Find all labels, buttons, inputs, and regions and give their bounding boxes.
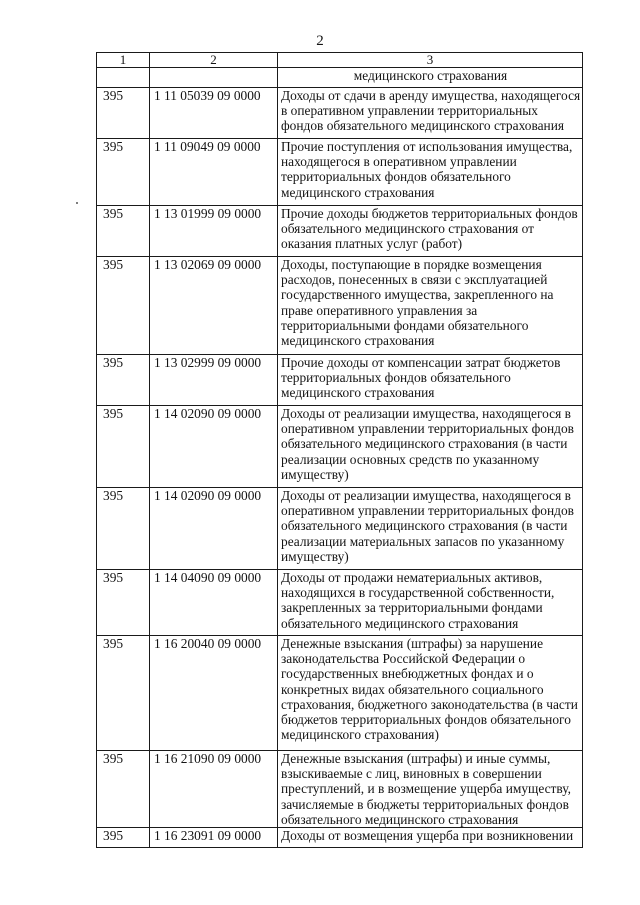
budget-code-cell: 1 11 09049 09 0000 bbox=[150, 139, 278, 206]
description-line: Прочие поступления от использования имущества, bbox=[281, 139, 573, 154]
header-col-2: 2 bbox=[150, 53, 278, 68]
income-description-cell bbox=[278, 355, 583, 406]
description-line: Денежные взыскания (штрафы) за нарушение bbox=[281, 636, 544, 651]
table-header-row bbox=[97, 53, 583, 68]
description-line: государственного имущества, закрепленного на bbox=[281, 287, 554, 303]
description-line: Доходы от возмещения ущерба при возникновении bbox=[281, 828, 574, 844]
header-col-1: 1 bbox=[97, 53, 150, 68]
income-description-cell bbox=[278, 68, 583, 88]
description-line: обязательного медицинского страхования (в части bbox=[281, 518, 568, 534]
description-line: обязательного медицинского страхования от bbox=[281, 221, 535, 237]
budget-code-cell: 1 11 05039 09 0000 bbox=[150, 88, 278, 139]
budget-code-cell bbox=[150, 68, 278, 88]
description-line: Доходы, поступающие в порядке возмещения bbox=[281, 257, 542, 272]
table-row bbox=[97, 828, 583, 848]
description-line: территориальными фондами обязательного bbox=[281, 317, 529, 333]
description-line: территориальных фондов обязательного bbox=[281, 169, 511, 185]
admin-code-cell: 395 bbox=[97, 636, 150, 751]
description-line: государственных внебюджетных фондах и о bbox=[281, 666, 534, 682]
income-codes-table bbox=[96, 52, 583, 848]
budget-code-cell: 1 14 02090 09 0000 bbox=[150, 488, 278, 570]
income-description-cell bbox=[278, 570, 583, 636]
description-line: конкретных видах обязательного социального bbox=[281, 681, 544, 697]
income-description-cell bbox=[278, 257, 583, 355]
description-line: медицинского страхования bbox=[281, 385, 435, 401]
description-line: расходов, понесенных в связи с эксплуатацией bbox=[281, 272, 548, 288]
table-row bbox=[97, 406, 583, 488]
income-description-cell bbox=[278, 88, 583, 139]
budget-code-cell: 1 13 02069 09 0000 bbox=[150, 257, 278, 355]
description-line: обязательного медицинского страхования bbox=[281, 811, 519, 827]
admin-code-cell: 395 bbox=[97, 257, 150, 355]
description-line: страхования, бюджетного законодательства (в части bbox=[281, 696, 578, 712]
table-row bbox=[97, 488, 583, 570]
table-row bbox=[97, 206, 583, 257]
description-line: имуществу) bbox=[281, 466, 349, 482]
income-description-cell bbox=[278, 406, 583, 488]
admin-code-cell: 395 bbox=[97, 570, 150, 636]
admin-code-cell: 395 bbox=[97, 139, 150, 206]
admin-code-cell: 395 bbox=[97, 828, 150, 848]
description-line: обязательного медицинского страхования bbox=[281, 615, 519, 631]
admin-code-cell bbox=[97, 68, 150, 88]
table-row bbox=[97, 751, 583, 828]
admin-code-cell: 395 bbox=[97, 206, 150, 257]
description-line: зачисляемые в бюджеты территориальных фондов bbox=[281, 796, 569, 812]
description-line: Доходы от сдачи в аренду имущества, находящегося bbox=[281, 88, 581, 103]
description-line: взыскиваемые с лиц, виновных в совершении bbox=[281, 766, 542, 782]
description-line: имуществу) bbox=[281, 548, 349, 564]
description-line: оказания платных услуг (работ) bbox=[281, 236, 463, 252]
admin-code-cell: 395 bbox=[97, 88, 150, 139]
description-line: Доходы от продажи нематериальных активов, bbox=[281, 570, 543, 585]
description-line: оперативном управлении территориальных фондов bbox=[281, 503, 574, 519]
description-line: праве оперативного управления за bbox=[281, 302, 478, 318]
description-line: медицинского страхования) bbox=[281, 727, 439, 743]
admin-code-cell: 395 bbox=[97, 406, 150, 488]
description-line: оперативном управлении территориальных фондов bbox=[281, 421, 574, 437]
description-line: медицинского страхования bbox=[353, 68, 508, 83]
admin-code-cell: 395 bbox=[97, 355, 150, 406]
budget-code-cell: 1 13 01999 09 0000 bbox=[150, 206, 278, 257]
budget-code-cell: 1 13 02999 09 0000 bbox=[150, 355, 278, 406]
description-line: реализации материальных запасов по указанному bbox=[281, 533, 565, 549]
scan-speck bbox=[76, 202, 78, 204]
income-description-cell bbox=[278, 636, 583, 751]
description-line: в оперативном управлении территориальных bbox=[281, 103, 538, 119]
description-line: обязательного медицинского страхования (в части bbox=[281, 436, 568, 452]
description-line: медицинского страхования bbox=[281, 333, 435, 349]
admin-code-cell: 395 bbox=[97, 751, 150, 828]
income-description-cell bbox=[278, 488, 583, 570]
budget-code-cell: 1 16 21090 09 0000 bbox=[150, 751, 278, 828]
description-line: территориальных фондов обязательного bbox=[281, 370, 511, 386]
description-line: медицинского страхования bbox=[281, 184, 435, 200]
description-line: фондов обязательного медицинского страхования bbox=[281, 118, 565, 134]
budget-code-cell: 1 14 02090 09 0000 bbox=[150, 406, 278, 488]
description-line: Доходы от реализации имущества, находящегося в bbox=[281, 488, 571, 503]
description-line: бюджетов территориальных фондов обязательного bbox=[281, 712, 571, 728]
table-row bbox=[97, 139, 583, 206]
description-line: преступлений, и в возмещение ущерба имуществу, bbox=[281, 781, 571, 797]
income-description-cell bbox=[278, 206, 583, 257]
table-row bbox=[97, 636, 583, 751]
page-number: 2 bbox=[316, 33, 324, 49]
description-line: находящихся в государственной собственности, bbox=[281, 585, 555, 601]
description-line: Прочие доходы бюджетов территориальных фондов bbox=[281, 206, 578, 221]
description-line: Прочие доходы от компенсации затрат бюджетов bbox=[281, 355, 561, 370]
table-row bbox=[97, 570, 583, 636]
description-line: Денежные взыскания (штрафы) и иные суммы, bbox=[281, 751, 551, 766]
budget-code-cell: 1 16 20040 09 0000 bbox=[150, 636, 278, 751]
income-description-cell bbox=[278, 139, 583, 206]
description-line: реализации основных средств по указанному bbox=[281, 451, 540, 467]
table-row bbox=[97, 88, 583, 139]
description-line: законодательства Российской Федерации о bbox=[281, 651, 526, 667]
table-row bbox=[97, 355, 583, 406]
budget-code-cell: 1 14 04090 09 0000 bbox=[150, 570, 278, 636]
description-line: находящегося в оперативном управлении bbox=[281, 154, 517, 170]
description-line: Доходы от реализации имущества, находящегося в bbox=[281, 406, 571, 421]
income-description-cell bbox=[278, 751, 583, 828]
admin-code-cell: 395 bbox=[97, 488, 150, 570]
description-line: закрепленных за территориальными фондами bbox=[281, 600, 543, 616]
table-row bbox=[97, 257, 583, 355]
table-row bbox=[97, 68, 583, 88]
income-description-cell bbox=[278, 828, 583, 848]
budget-code-cell: 1 16 23091 09 0000 bbox=[150, 828, 278, 848]
header-col-3: 3 bbox=[278, 53, 583, 68]
